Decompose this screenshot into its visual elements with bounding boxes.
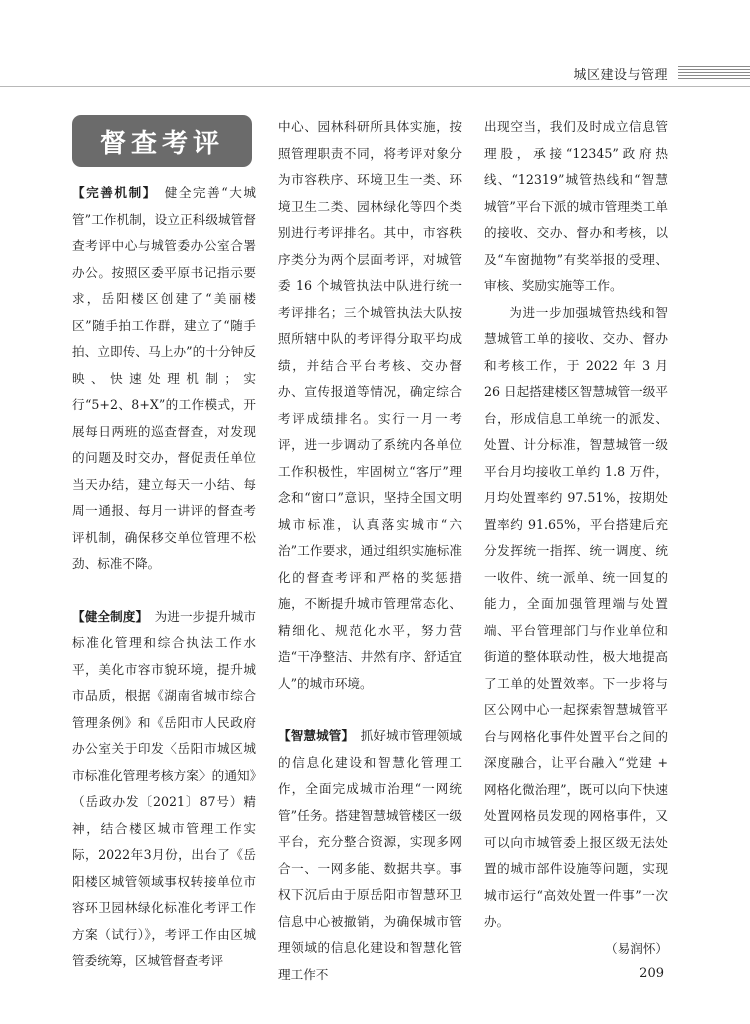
column-1 xyxy=(72,180,256,975)
page-number: 209 xyxy=(639,966,664,981)
column-3 xyxy=(484,114,668,962)
keyword-heading: 【健全制度】 xyxy=(72,608,142,624)
paragraph-text: 中心、园林科研所具体实施，按照管理职责不同，将考评对象分为市容秩序、环境卫生一类、环境卫生二类、园林绿化等四个类别进行考评排名。其中，市容秩序类分为两个层面考评，对城管委 16 个城管执法中队进行统一考评排名；三个城管执法大队按照所辖中队的考评得分取平均成绩，并结合平台考核、交办督办、宣传报道等情况，确定综合考评成绩排名。实行一月一考评，进一步调动了系统内各单位工作积极性，牢固树立“客厅”理念和“窗口”意识，坚持全国文明城市标准，认真落实城市“六治”工作要求，通过组织实施标准化的督查考评和严格的奖惩措施，不断提升城市管理常态化、精细化、规范化水平，努力营造“干净整洁、井然有序、舒适宜人”的城市环境。 xyxy=(278,119,462,691)
paragraph xyxy=(278,723,462,988)
keyword-heading: 【智慧城管】 xyxy=(278,728,348,743)
section-title: 城区建设与管理 xyxy=(573,68,668,83)
section-badge: 督查考评 xyxy=(72,115,252,167)
keyword-heading: 【完善机制】 xyxy=(72,185,151,200)
paragraph xyxy=(72,180,256,578)
paragraph-text: 为进一步加强城管热线和智慧城管工单的接收、交办、督办和考核工作，于 2022 年 3 月 26 日起搭建楼区智慧城管一级平台，形成信息工单统一的派发、处置、计分标准，智慧城管一级平台月均接收工单约 1.8 万件，月均处置率约 97.51%，按期处置率约 91.65%，平台搭建后充分发挥统一指挥、统一调度、统一收件、统一派单、统一回复的能力，全面加强管理端与处置端、平台管理部门与作业单位和街道的整体联动性，极大地提高了工单的处置效率。下一步将与区公网中心一起探索智慧城管平台与网格化事件处置平台之间的深度融合，让平台融入“党建 + 网格化微治理”，既可以向下快速处置网格员发现的网格事件，又可以向市城管委上报区级无法处置的城市部件设施等问题，实现城市运行“高效处置一件事”一次办。 xyxy=(484,304,668,929)
column-2 xyxy=(278,114,462,988)
paragraph-text: 出现空当，我们及时成立信息管理股，承接“12345”政府热线、“12319”城管热线和“智慧城管”平台下派的城市管理类工单的接收、交办、督办和考核，以及“车窗抛物”有奖举报的受理、审核、奖励实施等工作。 xyxy=(484,119,668,293)
paragraph xyxy=(72,604,256,975)
paragraph-text: 健全完善“大城管”工作机制，设立正科级城管督查考评中心与城管委办公室合署办公。按照区委平原书记指示要求，岳阳楼区创建了“美丽楼区”随手拍工作群，建立了“随手拍、立即传、马上办”的十分钟反映、快速处理机制；实行“5+2、8+X”的工作模式，开展每日两班的巡查督查，对发现的问题及时交办，督促责任单位当天办结，建立每天一小结、每周一通报、每月一讲评的督查考评机制，确保移交单位管理不松劲、标准不降。 xyxy=(72,185,257,571)
author-signature: （易润怀） xyxy=(605,940,668,956)
paragraph-text: 抓好城市管理领域的信息化建设和智慧化管理工作，全面完成城市治理“一网统管”任务。搭建智慧城管楼区一级平台，充分整合资源，实现多网合一、一网多能、数据共享。事权下沉后由于原岳阳市智慧环卫信息中心被撤销，为确保城市管理领域的信息化建设和智慧化管理工作不 xyxy=(278,728,463,982)
header-rule xyxy=(0,86,750,87)
header-stripes xyxy=(678,66,750,80)
paragraph-text: 为进一步提升城市标准化管理和综合执法工作水平，美化市容市貌环境，提升城市品质，根据《湖南省城市综合管理条例》和《岳阳市人民政府办公室关于印发〈岳阳市城区城市标准化管理考核方案〉的通知》（岳政办发〔2021〕87号）精神，结合楼区城市管理工作实际，2022年3月份，出台了《岳阳楼区城管领域事权转接单位市容环卫园林绿化标准化考评工作方案（试行）》，考评工作由区城管委统筹，区城管督查考评 xyxy=(72,608,257,968)
